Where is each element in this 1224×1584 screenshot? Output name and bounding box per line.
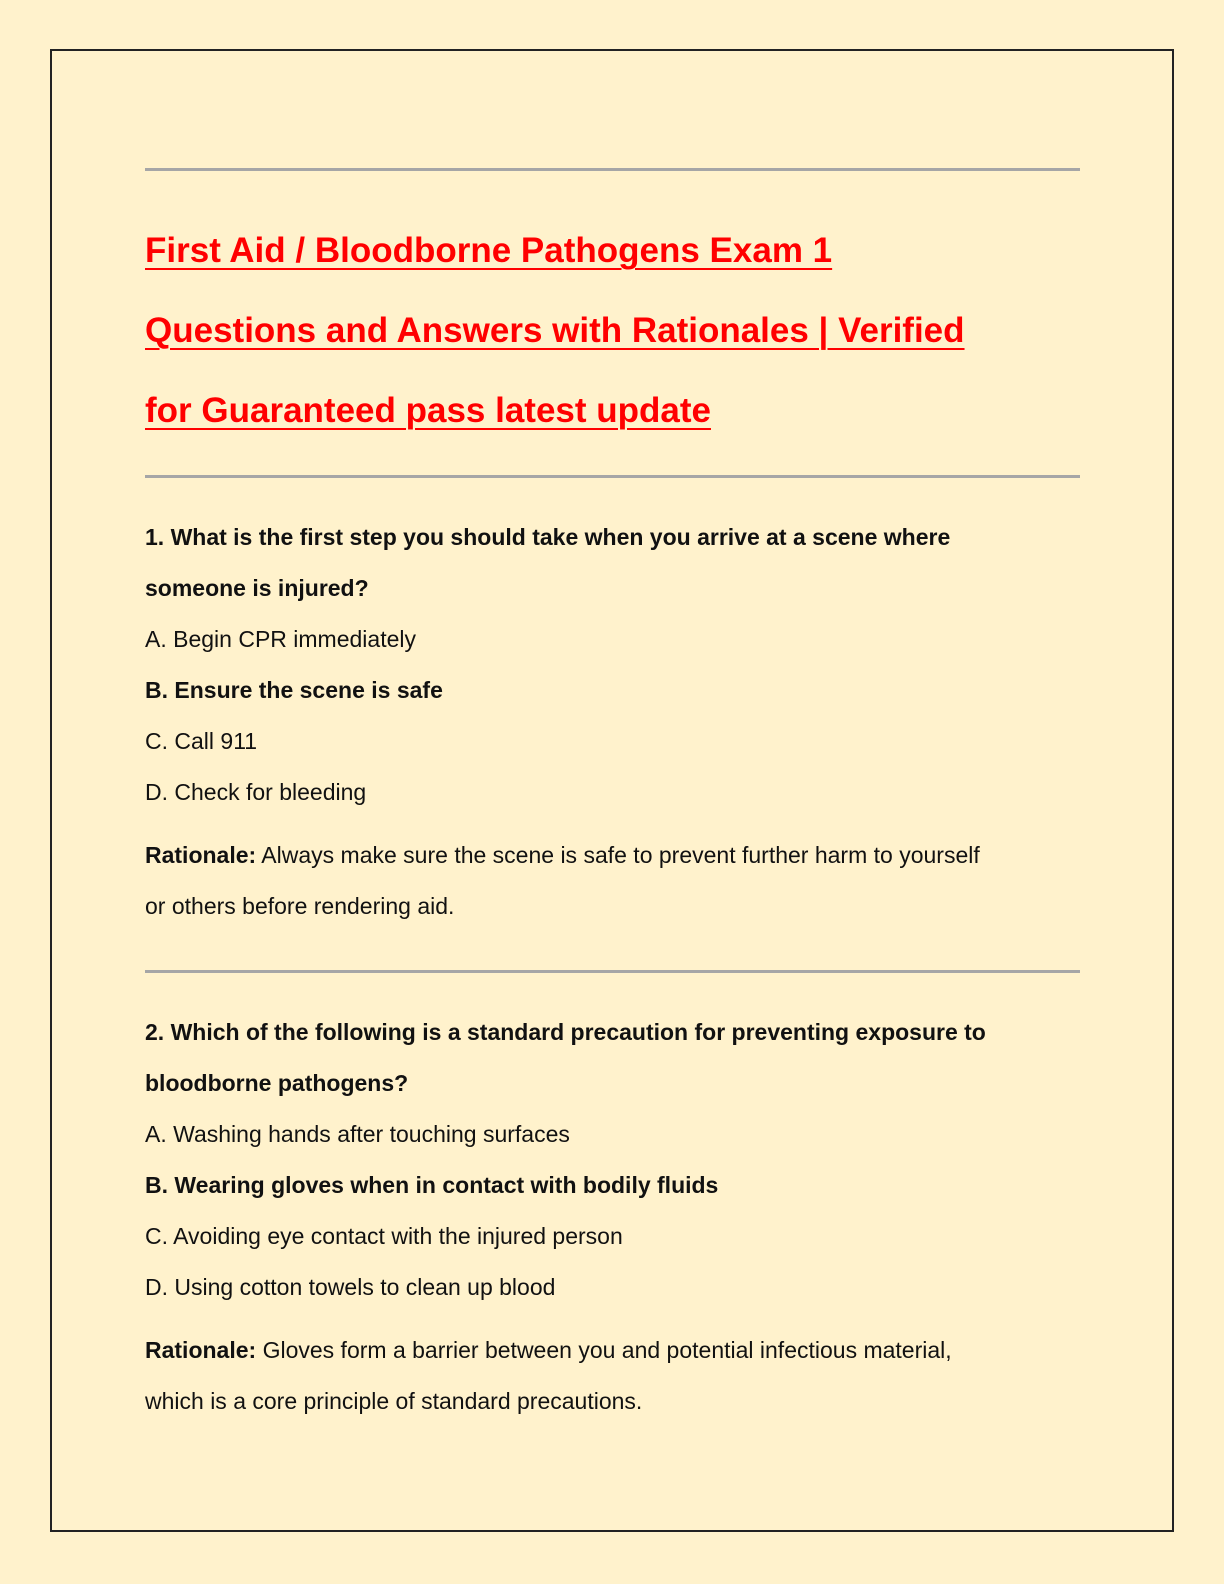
rationale-text-line-2: or others before rendering aid. (145, 893, 455, 919)
top-divider (145, 168, 1080, 171)
answer-option-d: D. Check for bleeding (145, 779, 367, 805)
question-text (145, 512, 1080, 614)
rationale (145, 830, 1080, 932)
question-2 (145, 1007, 1080, 1427)
rationale-label: Rationale: (145, 842, 257, 868)
title-line-2: Questions and Answers with Rationales | Verified (145, 311, 965, 350)
question-text-line-1: 2. Which of the following is a standard precaution for preventing exposure to (145, 1019, 986, 1045)
answer-option-c: C. Avoiding eye contact with the injured person (145, 1223, 623, 1249)
question-text (145, 1007, 1080, 1109)
title-line-1: First Aid / Bloodborne Pathogens Exam 1 (145, 231, 833, 270)
question-1 (145, 512, 1080, 932)
question-text-line-2: bloodborne pathogens? (145, 1070, 409, 1096)
title-line-3: for Guaranteed pass latest update (145, 391, 711, 430)
rationale-text-line-1: Always make sure the scene is safe to prevent further harm to yourself (256, 842, 980, 868)
rationale-label: Rationale: (145, 1337, 257, 1363)
rationale-text-line-2: which is a core principle of standard precautions. (145, 1388, 643, 1414)
answer-option-a: A. Washing hands after touching surfaces (145, 1121, 570, 1147)
question-text-line-2: someone is injured? (145, 575, 369, 601)
rationale (145, 1325, 1080, 1427)
answer-option-b-correct: B. Ensure the scene is safe (145, 677, 443, 703)
question-divider (145, 970, 1080, 973)
rationale-text-line-1: Gloves form a barrier between you and potential infectious material, (256, 1337, 952, 1363)
answer-option-d: D. Using cotton towels to clean up blood (145, 1274, 556, 1300)
answer-option-a: A. Begin CPR immediately (145, 626, 416, 652)
answer-option-c: C. Call 911 (145, 728, 258, 754)
question-text-line-1: 1. What is the first step you should take when you arrive at a scene where (145, 524, 951, 550)
document-content (145, 168, 1080, 1427)
title-divider (145, 475, 1080, 478)
answer-option-b-correct: B. Wearing gloves when in contact with bodily fluids (145, 1172, 719, 1198)
document-title (145, 211, 1080, 451)
